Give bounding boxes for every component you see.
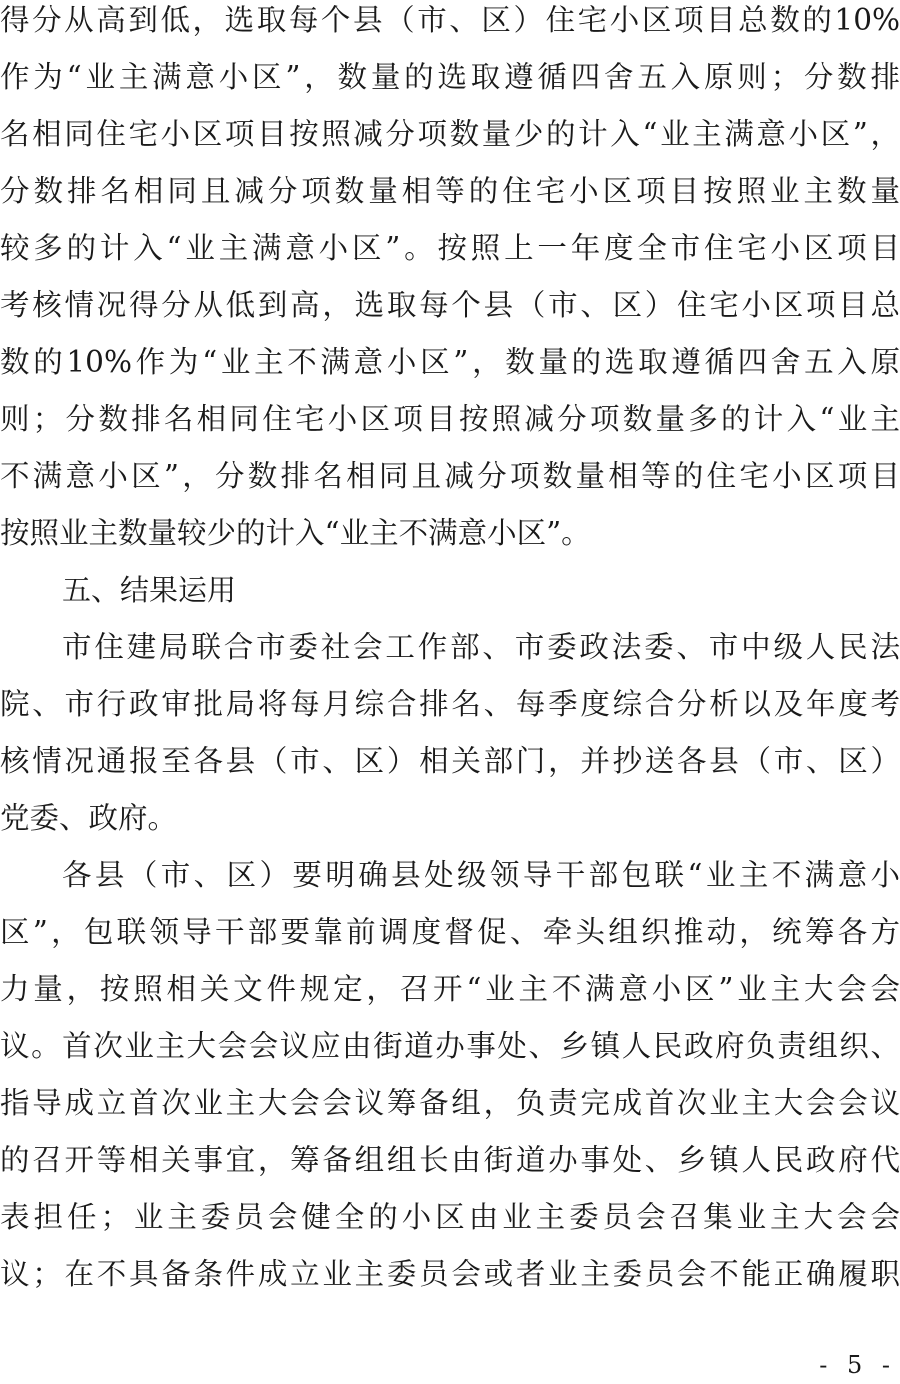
paragraph-line: 的召开等相关事宜，筹备组组长由街道办事处、乡镇人民政府代 <box>0 1143 900 1177</box>
paragraph-line: 市住建局联合市委社会工作部、市委政法委、市中级人民法 <box>62 630 900 664</box>
paragraph-line: 作为“业主满意小区”，数量的选取遵循四舍五入原则；分数排 <box>0 60 900 94</box>
paragraph-line: 数的10%作为“业主不满意小区”，数量的选取遵循四舍五入原 <box>0 345 900 379</box>
page-number: - 5 - <box>819 1351 896 1379</box>
paragraph-line: 党委、政府。 <box>0 801 178 835</box>
paragraph-line: 得分从高到低，选取每个县（市、区）住宅小区项目总数的10% <box>0 3 900 37</box>
paragraph-line: 指导成立首次业主大会会议筹备组，负责完成首次业主大会会议 <box>0 1086 900 1120</box>
section-heading: 五、结果运用 <box>62 573 237 607</box>
paragraph-line: 则；分数排名相同住宅小区项目按照减分项数量多的计入“业主 <box>0 402 900 436</box>
paragraph-line: 议。首次业主大会会议应由街道办事处、乡镇人民政府负责组织、 <box>0 1029 900 1063</box>
paragraph-line: 较多的计入“业主满意小区”。按照上一年度全市住宅小区项目 <box>0 231 900 265</box>
paragraph-line: 力量，按照相关文件规定，召开“业主不满意小区”业主大会会 <box>0 972 900 1006</box>
paragraph-line: 分数排名相同且减分项数量相等的住宅小区项目按照业主数量 <box>0 174 900 208</box>
paragraph-line: 按照业主数量较少的计入“业主不满意小区”。 <box>0 516 591 550</box>
paragraph-line: 各县（市、区）要明确县处级领导干部包联“业主不满意小 <box>62 858 900 892</box>
paragraph-line: 院、市行政审批局将每月综合排名、每季度综合分析以及年度考 <box>0 687 900 721</box>
paragraph-line: 议；在不具备条件成立业主委员会或者业主委员会不能正确履职 <box>0 1257 900 1291</box>
paragraph-line: 不满意小区”，分数排名相同且减分项数量相等的住宅小区项目 <box>0 459 900 493</box>
paragraph-line: 表担任；业主委员会健全的小区由业主委员会召集业主大会会 <box>0 1200 900 1234</box>
paragraph-line: 区”，包联领导干部要靠前调度督促、牵头组织推动，统筹各方 <box>0 915 900 949</box>
paragraph-line: 考核情况得分从低到高，选取每个县（市、区）住宅小区项目总 <box>0 288 900 322</box>
paragraph-line: 核情况通报至各县（市、区）相关部门，并抄送各县（市、区） <box>0 744 900 778</box>
paragraph-line: 名相同住宅小区项目按照减分项数量少的计入“业主满意小区”， <box>0 117 900 151</box>
